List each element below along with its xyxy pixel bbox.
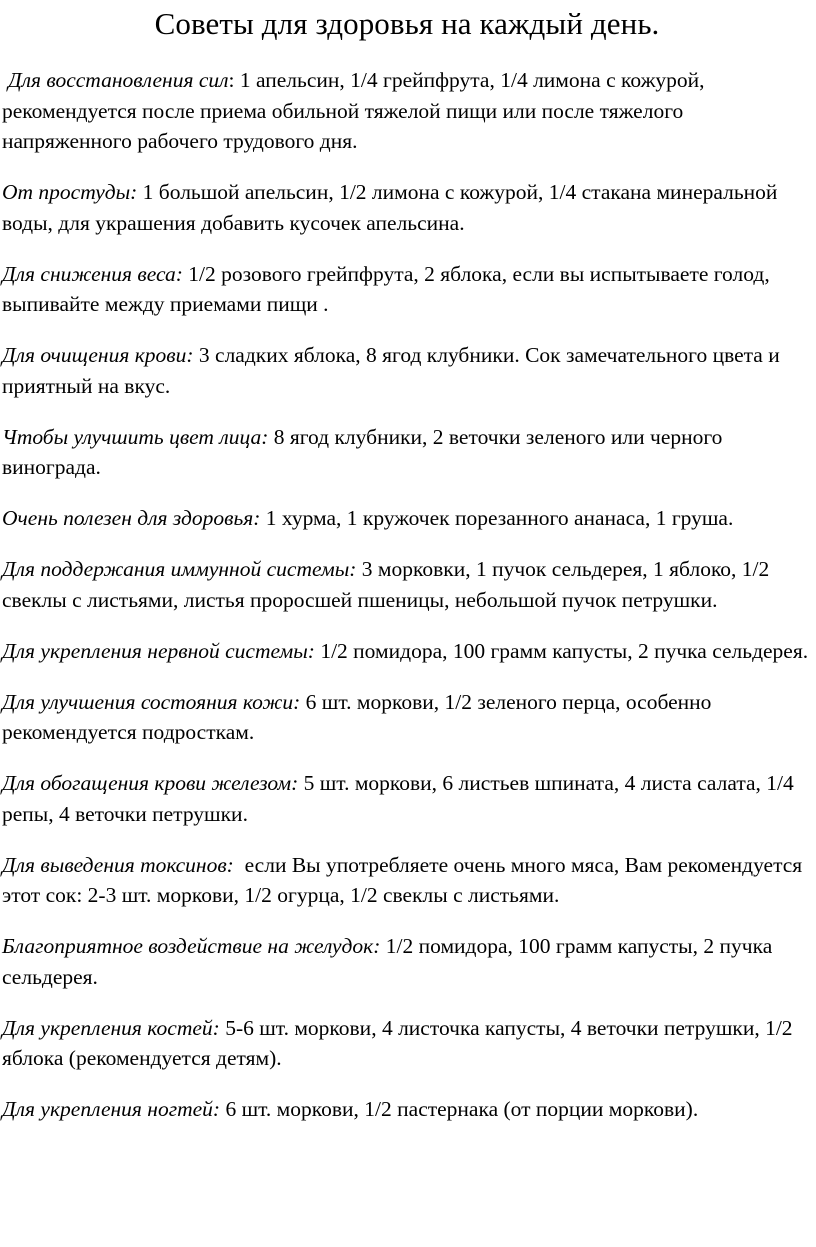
tip-text: 1/2 помидора, 100 грамм капусты, 2 пучка сельдерея. — [320, 638, 809, 663]
tip-item — [2, 850, 812, 911]
tip-label: Для очищения крови: — [2, 343, 194, 367]
tip-label: Для выведения токсинов: — [2, 852, 234, 877]
tip-text: 6 шт. моркови, 1/2 пастернака (от порции моркови). — [225, 1097, 699, 1121]
tip-label: Для укрепления нервной системы: — [2, 638, 315, 663]
tip-item — [2, 554, 812, 615]
tip-label: Для поддержания иммунной системы: — [2, 557, 357, 581]
tip-separator — [234, 853, 245, 877]
tip-item — [2, 931, 812, 992]
tip-item — [2, 1013, 812, 1074]
tip-label: Благоприятное воздействие на желудок: — [2, 934, 381, 958]
tip-item — [2, 65, 812, 157]
tip-label: Очень полезен для здоровья: — [2, 506, 261, 530]
tip-text: 1/2 помидора, 100 грамм капусты, 2 пучка сельдерея. — [2, 934, 773, 989]
tip-label: Чтобы улучшить цвет лица: — [2, 424, 269, 449]
tip-item — [2, 259, 812, 320]
tip-label: Для укрепления ногтей: — [2, 1097, 221, 1121]
tip-item — [2, 1094, 812, 1125]
tip-text: 3 морковки, 1 пучок сельдерея, 1 яблоко, 1/2 свеклы с листьями, листья проросшей пшеницы, небольшой пучок петрушки. — [2, 557, 770, 612]
tip-text: 1 хурма, 1 кружочек порезанного ананаса, 1 груша. — [265, 506, 734, 530]
tip-text: 1 большой апельсин, 1/2 лимона с кожурой, 1/4 стакана минеральной воды, для украшения добавить кусочек апельсина. — [2, 180, 778, 235]
tip-label: От простуды: — [2, 180, 138, 204]
tip-item — [2, 636, 812, 667]
tip-item — [2, 768, 812, 829]
tip-text: 8 ягод клубники, 2 веточки зеленого или черного винограда. — [2, 424, 723, 479]
tip-label: Для улучшения состояния кожи: — [2, 689, 301, 714]
tip-text: 3 сладких яблока, 8 ягод клубники. Сок замечательного цвета и приятный на вкус. — [2, 343, 780, 398]
tip-text: 6 шт. моркови, 1/2 зеленого перца, особенно рекомендуется подросткам. — [2, 689, 712, 744]
tip-text: 1 апельсин, 1/4 грейпфрута, 1/4 лимона с кожурой, рекомендуется после приема обильной тяжелой пищи или после тяжелого напряженного рабочего трудового дня. — [2, 68, 705, 153]
tip-text: 5-6 шт. моркови, 4 листочка капусты, 4 веточки петрушки, 1/2 яблока (рекомендуется детям). — [2, 1015, 793, 1070]
tip-label: Для укрепления костей: — [2, 1015, 220, 1040]
tips-list — [2, 65, 812, 1125]
document-title: Советы для здоровья на каждый день. — [154, 6, 660, 41]
tip-label: Для снижения веса: — [2, 261, 183, 286]
tip-item — [2, 340, 812, 401]
tip-label: Для обогащения крови железом: — [2, 771, 299, 795]
tip-item — [2, 687, 812, 748]
tip-separator: : — [228, 68, 240, 92]
tip-item — [2, 503, 812, 534]
tip-text: если Вы употребляете очень много мяса, Вам рекомендуется этот сок: 2-3 шт. моркови, 1/2 огурца, 1/2 свеклы с листьями. — [2, 852, 803, 907]
tip-item — [2, 177, 812, 238]
tip-text: 5 шт. моркови, 6 листьев шпината, 4 листа салата, 1/4 репы, 4 веточки петрушки. — [2, 771, 794, 826]
tip-label: Для восстановления сил — [8, 68, 229, 92]
tip-item — [2, 422, 812, 483]
tip-text: 1/2 розового грейпфрута, 2 яблока, если вы испытываете голод, выпивайте между приемами пищи . — [2, 261, 770, 316]
